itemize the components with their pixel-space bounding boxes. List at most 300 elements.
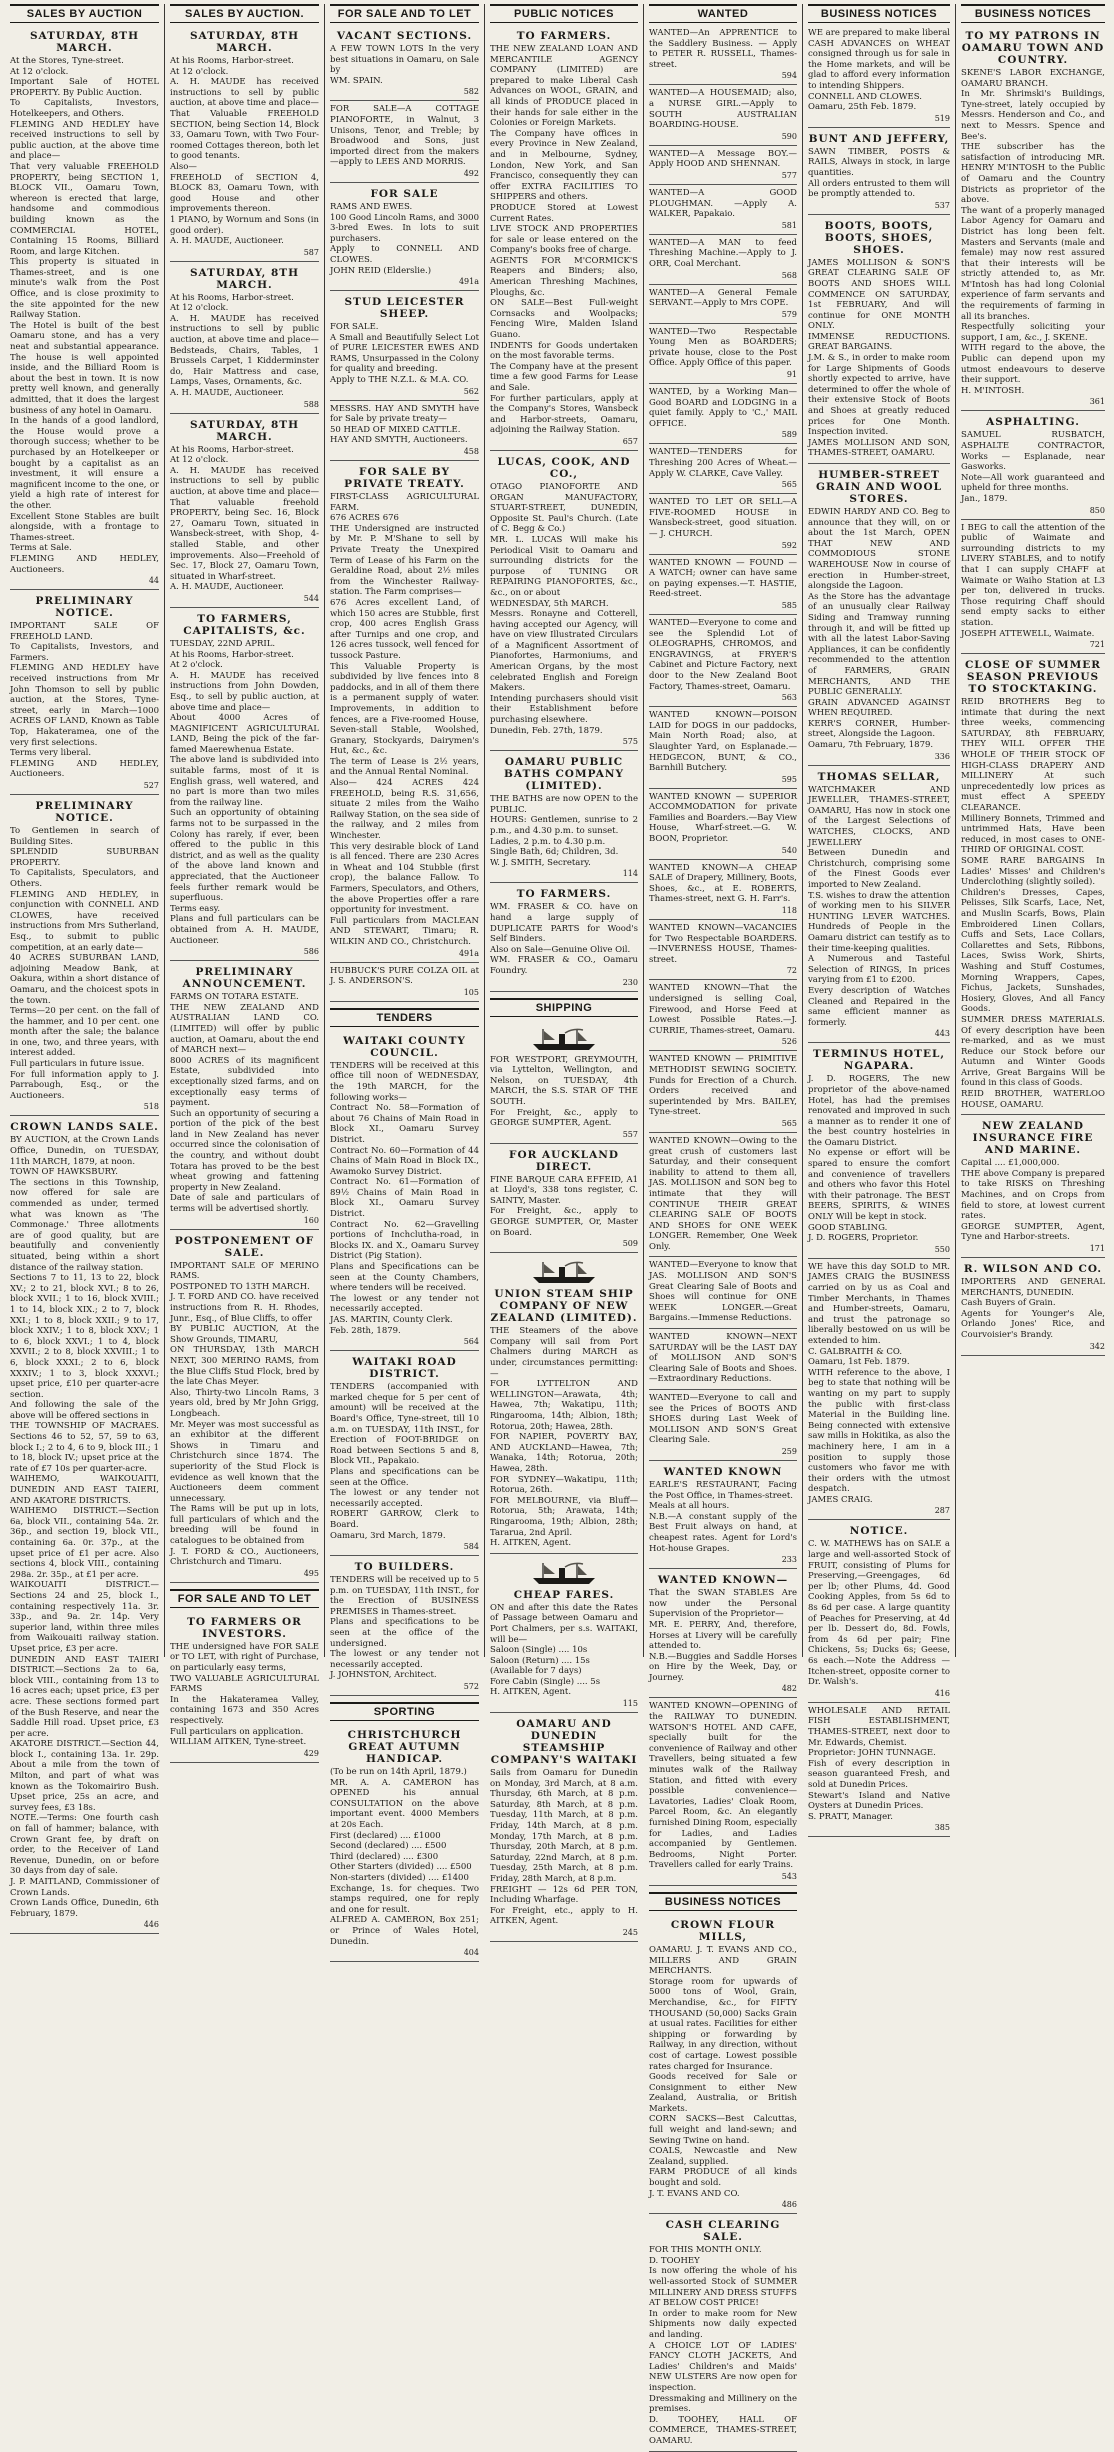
ad-text: LIVE STOCK AND PROPERTIES for sale or lease entered on the Company's books free of charge. [490, 224, 638, 256]
ad-text: In the Hakateramea Valley, containing 1673 and 350 Acres respectively. [170, 1694, 319, 1726]
advertisement [170, 262, 319, 414]
ad-reference-number: 245 [622, 1927, 638, 1937]
section-heading: BUSINESS NOTICES [961, 4, 1105, 23]
ad-text: At 12 o'clock. [170, 303, 229, 314]
ad-reference-number: 587 [303, 247, 319, 257]
advertisement [961, 1115, 1105, 1258]
advertisement [961, 1258, 1105, 1356]
ad-reference-number: 495 [303, 1568, 319, 1578]
ad-text: For Freight, &c., apply to GEORGE SUMPTER, Or, Master on Board. [490, 1206, 638, 1238]
ad-text: WANTED—A HOUSEMAID; also, a NURSE GIRL.—Apply to SOUTH AUSTRALIAN BOARDING-HOUSE. [649, 88, 797, 131]
ad-title: TO FARMERS OR INVESTORS. [187, 1615, 302, 1640]
ad-title: SATURDAY, 8TH MARCH. [29, 30, 140, 54]
ad-text: 676 ACRES 676 [330, 513, 399, 524]
ad-text: WANTED, by a Working Man—Good BOARD and LODGING in a quiet family. Apply to 'C.,' MAIL OFFICE. [649, 387, 797, 429]
ad-text: At the Stores, Tyne-street. [10, 56, 124, 66]
ad-text: JOHN REID (Elderslie.) [330, 265, 432, 276]
ad-text: S. PRATT, Manager. [808, 1811, 893, 1822]
ad-text: A Small and Beautifully Select Lot of PURE LEICESTER EWES AND RAMS, Unsurpassed in the Colony for quality and breeding. [330, 332, 479, 375]
column-7 [957, 0, 1109, 1661]
ad-reference-number: 385 [934, 1823, 950, 1833]
ad-text: Jan., 1879. [961, 493, 1008, 504]
ad-text: This very desirable block of Land is all fenced. There are 230 Acres in Wheat and 104 Stubble (first crop), the balance Fallow. To Farmers, Speculators, and Others, the above Properties offer a rare opportunity for investment. [330, 841, 479, 916]
ad-text: SKENE'S LABOR EXCHANGE, OAMARU BRANCH. [961, 68, 1105, 89]
advertisement [649, 235, 797, 285]
ad-reference-number: 577 [781, 170, 797, 180]
ad-text: The lowest or any tender not necessarily accepted. [330, 1293, 479, 1315]
ad-text: CORN SACKS—Best Calcuttas, full weight and land-sewn; and Sewing Twine on hand. [649, 2114, 797, 2146]
advertisement [649, 1051, 797, 1133]
ad-text: That Valuable FREEHOLD SECTION, being Section 14, Block 33, Oamaru Town, with Two Four-roomed Cottages thereon, both let to good tenants. [170, 108, 319, 162]
ad-text: Is now offering the whole of his well-assorted Stock of SUMMER MILLINERY AND DRESS STUFFS AT BELOW COST PRICE! [649, 2266, 797, 2309]
advertisement [170, 25, 319, 262]
ad-text: JAMES CRAIG. [808, 1494, 873, 1505]
ad-text: TOWN OF HAWKSBURY. [10, 1167, 118, 1178]
ad-text: C. GALBRAITH & CO. [808, 1346, 903, 1357]
ad-text: Cash Buyers of Grain. [961, 1298, 1056, 1309]
ad-text: WANTED—An APPRENTICE to the Saddlery Business. — Apply to PETER R. RUSSELL, Thames-street. [649, 28, 797, 70]
ad-text: At 12 o'clock. [10, 66, 69, 77]
ad-reference-number: 584 [463, 1542, 479, 1552]
ad-text: A. H. MAUDE, Auctioneer. [170, 582, 284, 593]
ad-text: FOR NAPIER, POVERTY BAY, AND AUCKLAND—Hawea, 7th; Wanaka, 14th; Rotorua, 20th; Hawea, 28th. [490, 1432, 638, 1474]
advertisement [330, 291, 479, 401]
ad-text: Full particulars in future issue. [10, 1059, 145, 1070]
advertisement [649, 1698, 797, 1886]
advertisement [330, 401, 479, 461]
ad-title: THOMAS SELLAR, [817, 770, 941, 783]
advertisement [330, 183, 479, 291]
ad-text: Terms easy. [170, 903, 221, 914]
ad-text: IMPORTANT SALE OF MERINO RAMS. [170, 1260, 319, 1282]
ad-text: WANTED—Two Respectable Young Men as BOARDERS; private house, close to the Post Office. Apply Office of this paper. [649, 326, 797, 369]
advertisement [649, 1461, 797, 1569]
ad-title: PRELIMINARY ANNOUNCEMENT. [182, 966, 307, 991]
advertisement [170, 414, 319, 608]
ad-text: At his Rooms, Harbor-street. [170, 649, 294, 660]
ad-text: JAS. MARTIN, County Clerk. [330, 1315, 453, 1325]
ad-text: SAWN TIMBER, POSTS & RAILS, Always in stock, in large quantities. [808, 146, 950, 178]
ad-reference-number: 550 [934, 1244, 950, 1254]
ad-text: Fish of every description in season guaranteed Fresh, and sold at Dunedin Prices. [808, 1758, 950, 1790]
ad-text: A Numerous and Tasteful Selection of RINGS, In prices varying from £1 to £200. [808, 954, 950, 986]
ad-title: CROWN LANDS SALE. [10, 1121, 159, 1134]
ad-reference-number: 721 [1089, 640, 1105, 650]
ad-text: For Freight, &c., apply to GEORGE SUMPTER, Agent. [490, 1107, 638, 1129]
ad-text: ALFRED A. CAMERON, Box 251; or Prince of Wales Hotel, Dunedin. [330, 1915, 479, 1947]
ad-reference-number: 543 [781, 1871, 797, 1881]
section-heading: BUSINESS NOTICES [808, 4, 950, 23]
ad-text: Also on Sale—Genuine Olive Oil. [490, 944, 631, 955]
ad-title: CHEAP FARES. [513, 1588, 615, 1601]
ad-title: POSTPONEMENT OF SALE. [174, 1234, 315, 1259]
ad-title: ASPHALTING. [986, 416, 1080, 429]
ad-text: 1 PIANO, by Wornum and Sons (in good order). [170, 214, 319, 236]
ad-reference-number: 537 [934, 200, 950, 210]
ad-title: TO FARMERS. [516, 888, 612, 901]
ad-title: FOR AUCKLAND DIRECT. [508, 1148, 619, 1173]
ad-text: BY AUCTION, at the Crown Lands Office, Dunedin, on TUESDAY, 11th MARCH, 1879, at noon. [10, 1135, 159, 1167]
ad-text: DUNEDIN AND EAST TAIERI DISTRICT.—Sections 2a to 6a, block VIII., containing from 13 to 16 acres each; upset price, £3 per acre. These sections formed part of the Bush Reserve, and near the Saddle Hill road. Upset price, £3 per acre. [10, 1654, 159, 1739]
advertisement [170, 608, 319, 961]
ad-text: At 2 o'clock. [170, 660, 223, 671]
ad-text: Oamaru, 7th February, 1879. [808, 740, 934, 751]
advertisement [170, 961, 319, 1229]
advertisement [649, 1390, 797, 1461]
ad-text: IMMENSE REDUCTIONS. GREAT BARGAINS. [808, 331, 950, 353]
ad-text: Apply to THE N.Z.L. & M.A. CO. [330, 375, 469, 386]
ad-reference-number: 44 [148, 576, 159, 586]
ad-text: This Valuable Property is subdivided by live fences into 8 paddocks, and in all of them there is a permanent supply of water. Improvements, in addition to fences, are a Five-roomed House, Seven-stall Stable, Woolshed, Granary, Stockyards, Dairymen's Hut, &c., &c. [330, 661, 479, 757]
ad-text: WITH reference to the above, I beg to state that nothing will be wanting on my part to supply the public with first-class Material in the Building line. Being connected with extensive saw mills in Hokitika, as also the machinery here, I am in a position to supply those customers who favor me with their orders with the utmost despatch. [808, 1367, 950, 1495]
advertisement [649, 85, 797, 145]
ad-reference-number: 486 [781, 2200, 797, 2210]
ad-text: WAIKOUAITI DISTRICT.—Sections 24 and 25, block I., containing respectively 11a. 3r. 33p., and 9a. 2r. 14p. Very superior land, within three miles from Waikouaiti railway station. Upset price, £3 per acre. [10, 1580, 159, 1654]
ad-text: Every description of Watches Cleaned and Repaired in the same efficient manner as formerly. [808, 985, 950, 1028]
ad-reference-number: 416 [934, 1688, 950, 1698]
ad-text: Terms very liberal. [10, 748, 92, 759]
advertisement [330, 25, 479, 101]
ad-reference-number: 160 [303, 1215, 319, 1225]
advertisement [490, 1020, 638, 1144]
ad-text: RAMS AND EWES. [330, 201, 413, 212]
ad-text: WANTED KNOWN—That the undersigned is selling Coal, Firewood, and Horse Feed at Lowest Possible Rates.—J. CURRIE, Thames-street, Oamaru. [649, 983, 797, 1036]
section-heading: WANTED [649, 4, 797, 23]
ad-text: Stewart's Island and Native Oysters at Dunedin Prices. [808, 1790, 950, 1812]
ad-text: At his Rooms, Harbor-street. [170, 56, 294, 66]
advertisement [330, 1724, 479, 1962]
advertisement [961, 654, 1105, 1115]
ad-text: WANTED KNOWN—Owing to the great crush of customers last Saturday, and their consequent inability to attend to them all, JAS. MOLLISON and SON beg to intimate that they will CONTINUE THEIR GREAT CLEARING SALE OF BOOTS AND SHOES for ONE WEEK LONGER. Remember, One Week Only. [649, 1135, 797, 1252]
ad-text: As the Store has the advantage of an unusually clear Railway Siding and Tramway running through it, and will be fitted up with all the latest Labor-Saving Appliances, it can be confidently recommended to the attention of FARMERS, GRAIN MERCHANTS, AND THE PUBLIC GENERALLY. [808, 591, 950, 698]
ad-reference-number: 509 [622, 1239, 638, 1249]
ad-title: TERMINUS HOTEL, NGAPARA. [813, 1048, 945, 1073]
ad-title: LUCAS, COOK, AND CO., [497, 455, 631, 480]
ad-text: In order to make room for New Shipments now daily expected and landing. [649, 2308, 797, 2340]
ad-text: JAMES MOLLISON & SON'S GREAT CLEARING SALE OF BOOTS AND SHOES WILL COMMENCE ON SATURDAY, 1st FEBRUARY, And will continue for ONE MONTH ONLY. [808, 257, 950, 332]
advertisement [649, 324, 797, 384]
advertisement [808, 1043, 950, 1259]
ad-text: Oamaru, 3rd March, 1879. [330, 1530, 446, 1541]
ad-text: At 12 o'clock. [170, 66, 229, 77]
ad-title: TO BUILDERS. [354, 1561, 455, 1574]
ad-text: In the hands of a good landlord, the House would prove a thorough success; whether to be purchased by an Hotelkeeper or bought by a capitalist as an investment, it will ensure a magnificent income to the one, or yield a high rate of interest for the other. [10, 416, 159, 511]
ad-text: THE Steamers of the above Company will sail from Port Chalmers during MARCH as under, circumstances permitting:— [490, 1326, 638, 1379]
ad-text: 8000 ACRES of its magnificent Estate, subdivided into exceptionally sized farms, and on exceptionally easy terms of payment. [170, 1055, 319, 1109]
ad-text: J. T. EVANS AND CO. [649, 2188, 740, 2199]
ad-text: FOR SALE—A COTTAGE PIANOFORTE, in Walnut, 3 Unisons, Tenor, and Treble; by Broadwood and Sons, just imported direct from the makers—apply to LEES AND MORRIS. [330, 104, 479, 168]
ad-text: At his Rooms, Harbor-street. [170, 292, 294, 303]
ad-text: N.B.—A constant supply of the Best Fruit always on hand, at cheapest rates. Agent for Lord's Hot-house Grapes. [649, 1511, 797, 1554]
ad-text: EARLE'S RESTAURANT, Facing the Post Office, in Thames-street. [649, 1479, 797, 1501]
advertisement [170, 1230, 319, 1583]
ad-text: KERR'S CORNER, Humber-street, Alongside the Lagoon. [808, 718, 950, 740]
ad-text: WANTED—A MAN to feed Threshing Machine.—Apply to J. ORR, Coal Merchant. [649, 237, 797, 269]
ad-text: WANTED KNOWN — SUPERIOR ACCOMMODATION for private Families and Boarders.—Bay View House, Wharf-street.—G. W. BOON, Proprietor. [649, 791, 797, 845]
ad-text: OAMARU. J. T. EVANS AND CO., MILLERS AND GRAIN MERCHANTS. [649, 1944, 797, 1977]
ad-reference-number: 564 [463, 1337, 479, 1347]
ad-text: That the SWAN STABLES Are now under the Personal Supervision of the Proprietor— [649, 1588, 797, 1620]
ad-title: TO FARMERS, CAPITALISTS, &c. [183, 612, 306, 637]
ad-reference-number: 582 [463, 87, 479, 97]
ad-reference-number: 429 [303, 1748, 319, 1758]
ad-text: The want of a properly managed Labor Agency for Oamaru and District has long been felt. Masters and Servants (male and female) may now rest assured that their interests will be strictly attended to, as Mr. M'Intosh has had long Colonial experience of farm servants and the requirements of farming in all its branches. [961, 205, 1105, 322]
ad-text: A. H. MAUDE has received instructions to sell by public auction, at above time and place— [170, 77, 319, 109]
ad-text: N.B.—Buggies and Saddle Horses on Hire by the Week, Day, or Journey. [649, 1651, 797, 1683]
ad-text: WAIHEMO, WAIKOUAITI, DUNEDIN AND EAST TAIERI, AND AKATORE DISTRICTS. [10, 1474, 159, 1506]
advertisement [490, 25, 638, 451]
advertisement [649, 25, 797, 85]
ad-text: J. JOHNSTON, Architect. [330, 1670, 437, 1681]
ad-text: At 12 o'clock. [170, 455, 229, 466]
ad-text: WE are prepared to make liberal CASH ADVANCES on WHEAT consigned through us for sale in the Home markets, and will be glad to afford every information to intending Shippers. [808, 28, 950, 91]
ad-text: All orders entrusted to them will be promptly attended to. [808, 178, 950, 200]
ad-reference-number: 72 [786, 966, 797, 976]
ad-text: FOR LYTTELTON AND WELLINGTON—Arawata, 4th; Hawea, 7th; Wakatipu, 11th; Ringarooma, 14th; Albion, 18th; Rotorua, 20th; Hawea, 28th. [490, 1379, 638, 1432]
ad-text: SPLENDID SUBURBAN PROPERTY. [10, 847, 159, 868]
ad-text: SAMUEL RUSBATCH, ASPHALTE CONTRACTOR, Works — Esplanade, near Gasworks. [961, 430, 1105, 473]
ad-text: For Freight, etc., apply to H. AITKEN, Agent. [490, 1905, 638, 1927]
ad-title: SATURDAY, 8TH MARCH. [189, 30, 300, 54]
ad-text: The Hotel is built of the best Oamaru stone, and has a very neat and substantial appearance. The house is well appointed inside, and the Billiard Room is about the best in town. It is now pretty well known, and generally admitted, that it does the largest business of any hotel in Oamaru. [10, 320, 159, 416]
advertisement [649, 384, 797, 444]
ad-reference-number: 527 [143, 781, 159, 790]
ad-text: WANTED—A Message BOY.—Apply HOOD AND SHENNAN. [649, 148, 797, 170]
column-rule [484, 4, 485, 1657]
ad-text: A. H. MAUDE has received instructions to sell by public auction, at above time and place— [170, 313, 319, 346]
ad-text: EDWIN HARDY AND CO. Beg to announce that they will, on or about the 1st March, OPEN THAT NEW AND COMMODIOUS STONE WAREHOUSE Now in course of erection in Humber-street, alongside the Lagoon. [808, 507, 950, 592]
ad-text: J. T. FORD AND CO. have received instructions from R. H. Rhodes, Junr., Esq., of Blue Cliffs, to offer [170, 1292, 319, 1324]
ad-text: Respectfully soliciting your support, I am, &c., J. SKENE. [961, 322, 1105, 343]
section-heading: SPORTING [330, 1702, 479, 1721]
ad-text: Children's Dresses, Capes, Pelisses, Silk Scarfs, Lace, Net, and Muslin Scarfs, Bows, Plain Embroidered Linen Collars, Cuffs and Sets, Lace Collars, Collarettes and Sets, Ribbons, Laces, Swiss Work, Shirts, Washing and Stuff Costumes, Morning Wrappers, Capes, Fichus, Jackets, Sunshades, Hosiery, Gloves, And all Fancy Goods. [961, 887, 1105, 1015]
ad-text: Oamaru, 25th Feb. 1879. [808, 102, 917, 113]
ad-text: T.S. wishes to draw the attention of working men to his SILVER HUNTING LEVER WATCHES. Hundreds of People in the Oamaru district can testify as to their time-keeping qualities. [808, 890, 950, 954]
ad-text: Third (declared) .... £300 [330, 1851, 439, 1862]
ad-text: FLEMING AND HEDLEY, Auctioneers. [10, 553, 159, 575]
ad-text: FLEMING AND HEDLEY have received instructions from Mr John Thomson to sell by public auction, at the Stores, Tyne-street, early in March—1000 ACRES OF LAND, Known as Table Top, Hakateramea, one of the very first selections. [10, 663, 159, 748]
ad-text: Contract No. 60—Formation of 44 Chains of Main Road in Block IX., Awamoko Survey District. [330, 1145, 479, 1177]
ad-text: WANTED KNOWN—OPENING of the RAILWAY TO DUNEDIN. WATSON'S HOTEL AND CAFE, specially built for the convenience of Railway and other Travellers, being situated a few minutes walk of the Railway Station, and fitted with every possible convenience—Lavatories, Ladies' Cloak Room, Parcel Room, &c. An elegantly furnished Dining Room, especially for Ladies, and Ladies accompanied by Gentlemen. Bedrooms, Night Porter. Travellers called for early Trains. [649, 1701, 797, 1871]
ad-text: Plans and Specifications can be seen at the County Chambers, where tenders will be received. [330, 1262, 479, 1294]
ad-text: To Capitalists, Speculators, and Others. [10, 868, 159, 889]
advertisement [10, 590, 159, 795]
ad-text: Fore Cabin (Single) .... 5s [490, 1676, 601, 1687]
ad-text: Saloon (Return) .... 15s [490, 1655, 590, 1666]
ad-text: WANTED TO LET OR SELL—A FIVE-ROOMED HOUSE in Wansbeck-street, good situation. — J. CHURCH. [649, 497, 797, 539]
ad-title: CROWN FLOUR MILLS, [670, 1918, 776, 1943]
column-rule [643, 4, 644, 1657]
ad-text: Also, Thirty-two Lincoln Rams, 3 years old, bred by Mr John Grigg, Longbeach. [170, 1387, 319, 1419]
ad-text: I BEG to call the attention of the public of Waimate and surrounding districts to my LIVERY STABLES, and to notify that I can supply CHAFF at Waimate or Waiho Station at L3 per ton, delivered in trucks. Those requiring Chaff should send empty sacks to either station. [961, 522, 1105, 628]
ad-text: WANTED—Everyone to come and see the Splendid Lot of OLEOGRAPHS, CHROMOS, and ENGRAVINGS, at FRYER'S Cabinet and Picture Factory, next door to the New Zealand Boot Factory, Thames-street, Oamaru. [649, 617, 797, 692]
ad-text: Plans and full particulars can be obtained from A. H. MAUDE, Auctioneer. [170, 914, 319, 946]
ad-reference-number: 581 [781, 220, 797, 230]
ad-reference-number: 575 [622, 737, 638, 747]
ad-text: Capital .... £1,000,000. [961, 1158, 1060, 1169]
advertisement [649, 555, 797, 615]
advertisement [649, 1569, 797, 1698]
ad-reference-number: 446 [143, 1920, 159, 1930]
ad-text: Contract No. 61—Formation of 89½ Chains of Main Road in Block XI., Oamaru Survey District. [330, 1177, 479, 1220]
ad-reference-number: 491a [458, 277, 479, 287]
ad-text: PRODUCE Stored at Lowest Current Rates. [490, 202, 638, 224]
ad-text: MESSRS. HAY AND SMYTH have for Sale by private treaty— [330, 403, 479, 425]
ad-reference-number: 579 [781, 309, 797, 319]
ad-title: R. WILSON AND CO. [963, 1263, 1103, 1275]
ad-reference-number: 572 [463, 1682, 479, 1692]
ad-text: H. AITKEN, Agent. [490, 1687, 572, 1698]
ad-text: WANTED KNOWN—A CHEAP SALE of Drapery, Millinery, Boots, Shoes, &c., at E. ROBERTS, Thames-street, next G. H. Farr's. [649, 862, 797, 905]
ad-text: Also— 424 ACRES 424 FREEHOLD, being R.S. 31,656, situate 2 miles from the Waiho Railway Station, on the sea side of the railway, and 2 miles from Winchester. [330, 778, 479, 842]
advertisement [490, 751, 638, 883]
ad-reference-number: 287 [934, 1506, 950, 1516]
ad-text: (To be run on 14th April, 1879.) [330, 1767, 467, 1778]
ad-text: Other Starters (divided) .... £500 [330, 1862, 472, 1873]
ad-title: FOR SALE [370, 187, 439, 200]
ad-text: The above land is subdivided into suitable farms, most of it is English grass, well watered, and no part is more than two miles from the railway line. [170, 755, 319, 808]
ad-text: First (declared) .... £1000 [330, 1830, 441, 1841]
advertisement [649, 789, 797, 860]
ad-text: THE NEW ZEALAND AND AUSTRALIAN LAND CO. (LIMITED) will offer by public auction, at Oamaru, about the end of MARCH next— [170, 1002, 319, 1056]
ad-text: WANTED—Everyone to know that JAS. MOLLISON AND SON'S Great Clearing Sale of Boots and Shoes will continue for ONE WEEK LONGER.—Great Bargains.—Immense Reductions. [649, 1260, 797, 1324]
ad-text: Proprietor: JOHN TUNNAGE. [808, 1748, 936, 1759]
ad-text: FOR MELBOURNE, via Bluff—Rotorua, 5th; Arawata, 14th; Ringarooma, 19th; Albion, 28th; Tararua, 2nd April. [490, 1495, 638, 1538]
ad-title: BUNT AND JEFFERY, [808, 132, 950, 145]
ad-text: Saloon (Single) .... 10s [490, 1645, 588, 1656]
ad-reference-number: 458 [463, 447, 479, 457]
advertisement [330, 963, 479, 1002]
ad-text: C. W. MATHEWS has on SALE a large and well-assorted Stock of FRUIT, consisting of Plums for Preserving,—Greengages, 6d per lb; other Plums, 4d. Good Cooking Apples, from 5s 6d to 8s 6d per case. A large quantity of Peaches for Preserving, at 4d per lb. Dessert do, 8d. Fowls, from 4s 6d per pair; Fine Chickens, 5s; Ducks 6s; Geese, 6s each.—Note the Address — Itchen-street, opposite corner to Dr. Walsh's. [808, 1539, 950, 1688]
ad-text: FLEMING AND HEDLEY, in conjunction with CONNELL AND CLOWES, have received instructions from Mrs Sutherland, Esq., to submit to public competition, at an early date— [10, 889, 159, 953]
advertisement [490, 1713, 638, 1942]
ad-reference-number: 657 [622, 436, 638, 446]
ad-text: WATCHMAKER AND JEWELLER, THAMES-STREET, OAMARU, Has now in stock one of the Largest Selections of WATCHES, CLOCKS, AND JEWELLERY [808, 784, 950, 848]
ad-text: NOTE.—Terms: One fourth cash on fall of hammer; balance, with Crown Grant fee, by draft on order, to the Receiver of Land Revenue, Dunedin, on or before 30 days from day of sale. [10, 1813, 159, 1877]
ad-text: GEORGE SUMPTER, Agent, Tyne and Harbor-streets. [961, 1221, 1105, 1243]
ad-text: A. H. MAUDE has received instructions to sell by public auction, at above time and place—That valuable freehold PROPERTY, being Sec. 16, Block 27, Oamaru Town, situated in Wansbeck-street, with Shop, 4-stalled Stable, and other improvements. Also—Freehold of Sec. 17, Block 27, Oamaru Town, situated in Wharf-street. [170, 465, 319, 582]
ad-text: H. M'INTOSH. [961, 385, 1025, 396]
ad-reference-number: 443 [934, 1029, 950, 1039]
ad-title: WAITAKI ROAD DISTRICT. [352, 1356, 457, 1381]
ad-text: WANTED KNOWN—VACANCIES for Two Respectable BOARDERS.—INVERNESS HOUSE, Thames-street. [649, 923, 797, 965]
ad-text: FARM PRODUCE of all kinds bought and sold. [649, 2167, 797, 2189]
ad-title: WAITAKI COUNTY COUNCIL. [343, 1034, 466, 1059]
ad-text: J. D. ROGERS, The new proprietor of the above-named Hotel, has had the premises renovated and improved in such a manner as to render it one of the best country hostelries in the Oamaru District. [808, 1074, 950, 1148]
ad-text: ON THURSDAY, 13th MARCH NEXT, 300 MERINO RAMS, from the Blue Cliffs Stud Flock, bred by the late Chas Meyer. [170, 1345, 319, 1388]
ad-reference-number: 540 [781, 845, 797, 855]
ad-text: The Rams will be put up in lots, full particulars of which and the breeding will be found in catalogues to be obtained from [170, 1504, 319, 1547]
advertisement [10, 1116, 159, 1934]
ad-text: J.M. & S., in order to make room for Large Shipments of Goods shortly expected to arrive, have determined to offer the whole of their extensive Stock of Boots and Shoes at greatly reduced prices for One Month. Inspection invited. [808, 353, 950, 438]
ad-text: WANTED—A GOOD PLOUGHMAN. —Apply A. WALKER, Papakaio. [649, 187, 797, 220]
ad-reference-number: 259 [781, 1446, 797, 1456]
ad-text: FREIGHT — 12s 6d PER TON, Including Wharfage. [490, 1884, 638, 1906]
advertisement [330, 1351, 479, 1556]
ad-reference-number: 594 [781, 71, 797, 81]
ad-reference-number: 595 [781, 774, 797, 784]
ad-text: WE have this day SOLD to MR. JAMES CRAIG the BUSINESS carried on by us as Coal and Timber Merchants, in Thames and Humber-streets, Oamaru, and trust the patronage so liberally bestowed on us will be extended to him. [808, 1261, 950, 1346]
ad-text: The lowest or any tender not necessarily accepted. [330, 1488, 479, 1509]
ad-text: HOURS: Gentlemen, sunrise to 2 p.m., and 4.30 p.m. to sunset. [490, 815, 638, 836]
column-5 [645, 0, 801, 2446]
ad-text: GRAIN ADVANCED AGAINST WHEN REQUIRED. [808, 697, 950, 719]
ad-text: Ladies, 2 p.m. to 4.30 p.m. [490, 836, 606, 847]
ad-text: Contract No. 58—Formation of about 76 Chains of Main Road in Block XI., Oamaru Survey District. [330, 1103, 479, 1145]
ad-text: A. H. MAUDE has received instructions from John Dowden, Esq., to sell by public auction, at above time and place— [170, 670, 319, 713]
ad-text: TENDERS will be received at this office till noon of WEDNESDAY, the 19th MARCH, for the following works— [330, 1060, 479, 1103]
ad-text: At his Rooms, Harbor-street. [170, 444, 294, 455]
ad-title: OAMARU PUBLIC BATHS COMPANY (LIMITED). [504, 756, 624, 793]
ad-text: Also— [170, 161, 197, 172]
ad-title: PRELIMINARY NOTICE. [35, 800, 134, 824]
ad-text: J. T. FORD & CO., Auctioneers, Christchurch and Timaru. [170, 1546, 319, 1568]
ad-title: WANTED KNOWN [663, 1465, 783, 1478]
ad-title: VACANT SECTIONS. [336, 30, 473, 42]
ad-text: Such an opportunity of securing a portion of the pick of the best land in New Zealand has never occurred since the colonisation of the country, and without doubt Totara has proved to be the best wheat growing and fattening property in New Zealand. [170, 1108, 319, 1193]
ad-text: Oamaru, 1st Feb. 1879. [808, 1357, 910, 1368]
advertisement [330, 1556, 479, 1696]
ad-reference-number: 590 [781, 131, 797, 141]
ad-reference-number: 850 [1089, 505, 1105, 515]
ad-text: AGENTS FOR M'CORMICK'S Reapers and Binders; also, American Threshing Machines, Ploughs, &c. [490, 255, 638, 298]
ad-text: For full information apply to J. Parrabough, Esq., or the Auctioneers. [10, 1069, 159, 1101]
ad-text: Second (declared) .... £500 [330, 1841, 447, 1852]
advertisement [961, 520, 1105, 655]
ad-text: Contract No. 62—Gravelling portions of Inchclutha-road, in Blocks IX. and X., Oamaru Survey District (Pig Station). [330, 1219, 479, 1262]
advertisement [649, 494, 797, 554]
ad-text: And following the sale of the above will be offered sections in [10, 1400, 159, 1421]
ad-text: H. AITKEN, Agent. [490, 1538, 572, 1549]
ad-text: COALS, Newcastle and New Zealand, supplied. [649, 2146, 797, 2167]
ad-text: HUBBUCK'S PURE COLZA OIL at J. S. ANDERSON'S. [330, 965, 479, 987]
ad-text: Storage room for upwards of 5000 tons of Wool, Grain, Merchandise, &c., for FIFTY THOUSAND (50,000) Sacks Grain at usual rates. Facilities for either shipping or forwarding by Railway, in any direction, without cost of cartage. Lowest possible rates charged for Insurance. [649, 1976, 797, 2072]
ad-text: The Company have offices in every Province in New Zealand, and in Melbourne, Sydney, London, New York, and San Francisco, consequently they can offer EXTRA FACILITIES TO SHIPPERS and others. [490, 128, 638, 203]
advertisement [649, 980, 797, 1051]
ad-text: Terms at Sale. [10, 543, 72, 554]
ad-text: Terms—20 per cent. on the fall of the hammer, and 10 per cent. one month after the sale; the balance in one, two, and three years, with interest added. [10, 1006, 159, 1059]
advertisement [649, 707, 797, 789]
advertisement [961, 25, 1105, 411]
ad-reference-number: 118 [781, 906, 797, 916]
advertisement [649, 444, 797, 494]
advertisement [649, 1914, 797, 2214]
ad-text: THE subscriber has the satisfaction of introducing MR. HENRY M'INTOSH to the Public of Oamaru and the Country Districts as proprietor of the above. [961, 142, 1105, 206]
column-6 [804, 0, 954, 1833]
section-heading: SALES BY AUCTION [10, 4, 159, 23]
advertisement [10, 795, 159, 1116]
advertisement [649, 615, 797, 707]
ad-text: WM. SPAIN. [330, 75, 383, 86]
column-3 [326, 0, 483, 1958]
ad-text: J. D. ROGERS, Proprietor. [808, 1233, 919, 1244]
ad-text: WANTED—Everyone to call and see the Prices of BOOTS AND SHOES during Last Week of MOLLISON AND SON'S Great Clearing Sale. [649, 1393, 797, 1446]
ship-illustration [490, 1026, 638, 1052]
column-rule [164, 4, 165, 1657]
ad-text: D. TOOHEY, HALL OF COMMERCE, THAMES-STREET, OAMARU. [649, 2414, 797, 2446]
advertisement [330, 101, 479, 183]
advertisement [170, 1611, 319, 1763]
ad-text: Non-starters (divided) .... £1400 [330, 1872, 469, 1883]
ad-text: WM. FRASER & CO., Oamaru Foundry. [490, 955, 638, 976]
ad-text: The lowest or any tender not necessarily accepted. [330, 1649, 479, 1670]
ad-reference-number: 342 [1089, 1341, 1105, 1351]
section-heading: FOR SALE AND TO LET [330, 4, 479, 23]
ad-text: W. J. SMITH, Secretary. [490, 857, 591, 868]
ad-text: TWO VALUABLE AGRICULTURAL FARMS [170, 1673, 319, 1695]
ad-title: CLOSE OF SUMMER SEASON PREVIOUS TO STOCKTAKING. [964, 659, 1102, 696]
ad-text: FARMS ON TOTARA ESTATE. [170, 992, 299, 1003]
